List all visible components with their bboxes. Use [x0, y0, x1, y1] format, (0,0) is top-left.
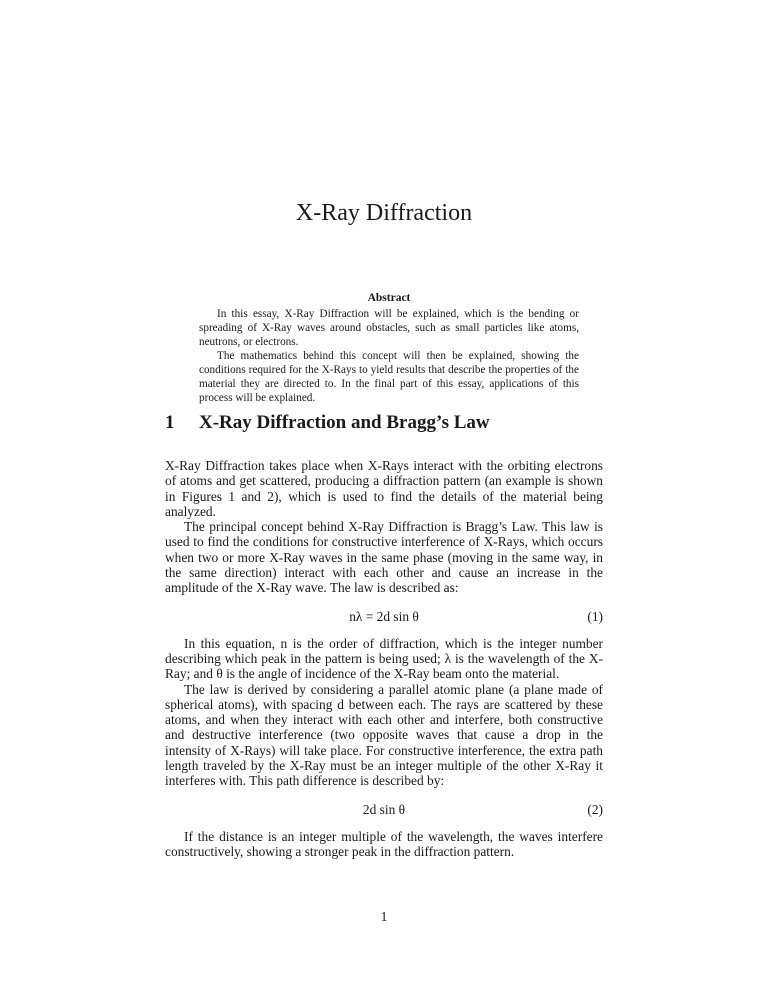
body-paragraph: The law is derived by considering a parallel atomic plane (a plane made of spherical atoms), with spacing d between each. The rays are scattered by these atoms, and when they interact with each other and interfere, both constructive and destructive interference (two opposite waves that cause a drop in the intensity of X-Rays) will take place. For constructive interference, the extra path length traveled by the X-Ray must be an integer multiple of the other X-Ray it interferes with. This path difference is described by:	[165, 681, 603, 789]
body-paragraph: The principal concept behind X-Ray Diffraction is Bragg’s Law. This law is used to find the conditions for constructive interference of X-Rays, which occurs when two or more X-Ray waves in the same phase (moving in the same way, in the same direction) interact with each other and cause an increase in the amplitude of the X-Ray wave. The law is described as:	[165, 519, 603, 596]
abstract-heading: Abstract	[367, 292, 411, 304]
equation-1	[165, 596, 603, 636]
abstract	[199, 292, 579, 405]
section-title: X-Ray Diffraction and Bragg’s Law	[199, 412, 490, 433]
abstract-paragraph: In this essay, X-Ray Diffraction will be explained, which is the bending or spreading of X-Ray waves around obstacles, such as small particles like atoms, neutrons, or electrons.	[199, 308, 579, 348]
equation-expression: 2d sin θ	[362, 801, 406, 817]
section-body	[165, 458, 603, 859]
section-number: 1	[165, 412, 175, 433]
body-paragraph: X-Ray Diffraction takes place when X-Rays interact with the orbiting electrons of atoms and get scattered, producing a diffraction pattern (an example is shown in Figures 1 and 2), which is used to find the details of the material being analyzed.	[165, 458, 603, 519]
equation-label: (2)	[587, 801, 603, 817]
page-number: 1	[380, 909, 388, 924]
abstract-paragraph: The mathematics behind this concept will then be explained, showing the conditions required for the X-Rays to yield results that describe the properties of the material they are directed to. In the final part of this essay, applications of this process will be explained.	[199, 350, 579, 404]
equation-expression: nλ = 2d sin θ	[349, 608, 419, 624]
equation-label: (1)	[587, 608, 603, 624]
equation-2	[165, 789, 603, 829]
body-paragraph: In this equation, n is the order of diffraction, which is the integer number describing which peak in the pattern is being used; λ is the wavelength of the X-Ray; and θ is the angle of incidence of the X-Ray beam onto the material.	[165, 635, 603, 682]
section-heading	[165, 412, 490, 434]
body-paragraph: If the distance is an integer multiple of the wavelength, the waves interfere constructively, showing a stronger peak in the diffraction pattern.	[165, 828, 603, 859]
document-title: X-Ray Diffraction	[295, 200, 473, 226]
